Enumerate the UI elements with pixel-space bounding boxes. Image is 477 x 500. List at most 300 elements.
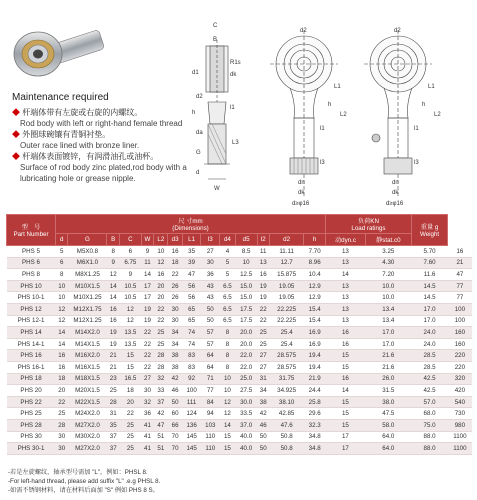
table-cell: 6.75 [119,257,141,269]
maintenance-section [12,92,212,184]
table-row [7,431,473,443]
table-cell: 27 [201,246,220,258]
dim-label: L2 [434,112,441,118]
table-cell: 100 [182,385,201,397]
table-cell: 32.3 [304,419,326,431]
table-cell: 27 [141,373,153,385]
table-cell: 8.96 [304,257,326,269]
table-cell: 22.225 [269,315,303,327]
table-cell: 14 [326,385,366,397]
dim-label: d [196,170,200,176]
table-cell: 38 [168,361,182,373]
table-cell: 32 [154,373,168,385]
table-cell: 74 [182,338,201,350]
table-cell: 31 [257,373,269,385]
table-cell: 30 [201,257,220,269]
table-cell: 10 [56,280,68,292]
dim-label: h [328,102,332,108]
table-cell: 28.575 [269,350,303,362]
table-cell: 19 [257,292,269,304]
dim-label: dk [230,72,237,78]
dim-label: l3 [320,160,325,166]
table-cell: 19 [141,315,153,327]
table-cell: 15 [220,443,236,455]
table-cell: 28.575 [269,361,303,373]
table-cell: 8 [220,350,236,362]
table-cell: 12 [119,303,141,315]
part-number-cell: PHS 22 [7,396,56,408]
table-cell: 3.25 [365,246,411,258]
table-cell: 21.6 [365,361,411,373]
table-cell: 32 [141,396,153,408]
note-line: -For left-hand thread, please add suffix "L" .e.g PHSL 8. [8,478,161,485]
table-cell: 12.9 [304,280,326,292]
table-cell: 15 [326,396,366,408]
table-cell: 16 [107,303,119,315]
table-cell: 51 [154,431,168,443]
table-cell: 15.4 [304,303,326,315]
table-cell: 4 [220,246,236,258]
table-cell: 30 [168,303,182,315]
table-cell: 13 [326,257,366,269]
table-cell: 10 [220,373,236,385]
table-cell: 50.8 [269,431,303,443]
table-cell: 39 [182,257,201,269]
table-cell: 160 [448,338,472,350]
table-cell: 9 [107,257,119,269]
table-cell: 5 [220,257,236,269]
table-cell: 15.4 [304,315,326,327]
table-cell: 26 [168,280,182,292]
table-cell: 34 [168,327,182,339]
dim-label: L3 [232,140,239,146]
table-cell: M22X1.5 [68,396,107,408]
dim-label: d≥φ16 [386,201,404,207]
table-cell: 14 [56,327,68,339]
table-cell: 14.5 [411,280,447,292]
table-cell: 15 [119,361,141,373]
table-cell: 19 [257,280,269,292]
table-cell: 5.70 [411,246,447,258]
table-cell: 980 [448,419,472,431]
rod-end-photo [10,10,105,80]
table-cell: 6.5 [220,280,236,292]
table-cell: 21.6 [365,350,411,362]
table-cell: 730 [448,408,472,420]
table-cell: 25 [119,431,141,443]
bullet-icon: ◆ [12,108,20,117]
table-cell: 12 [154,257,168,269]
table-cell: 37 [154,396,168,408]
table-cell: 56 [182,280,201,292]
table-cell: M8X1.25 [68,269,107,281]
column-header: d5 [235,234,257,246]
table-cell: 25.0 [235,373,257,385]
header-zh: 尺 寸mm [178,218,203,225]
table-cell: M27X2.0 [68,443,107,455]
table-cell: 13 [326,280,366,292]
dim-label: R1s [230,60,241,66]
table-cell: 10 [235,257,257,269]
table-cell: 37 [107,431,119,443]
table-cell: 27 [257,361,269,373]
table-cell: 103 [201,419,220,431]
table-cell: 15 [326,419,366,431]
column-header: L2 [154,234,168,246]
table-cell: 29.6 [304,408,326,420]
side-section-drawing [188,14,258,194]
table-cell: 28.5 [411,350,447,362]
table-cell: M14X1.5 [68,338,107,350]
table-cell: 110 [201,431,220,443]
part-number-cell: PHS 12 [7,303,56,315]
table-cell: 145 [182,431,201,443]
part-number-cell: PHS 12-1 [7,315,56,327]
table-cell: 75.0 [411,419,447,431]
part-number-cell: PHS 10-1 [7,292,56,304]
column-header: L1 [182,234,201,246]
table-cell: 64.0 [365,431,411,443]
table-cell: 12 [107,269,119,281]
table-cell: 26.0 [365,373,411,385]
dim-label: dn [392,180,399,186]
table-cell: 38 [257,396,269,408]
table-cell: 13 [326,292,366,304]
table-row [7,280,473,292]
table-cell: 15 [220,431,236,443]
table-cell: 14.5 [411,292,447,304]
dim-label: l3 [414,160,419,166]
bullet-icon: ◆ [12,152,20,161]
column-header: l3 [201,234,220,246]
table-cell: 11 [141,257,153,269]
table-cell: M12X1.75 [68,303,107,315]
table-cell: 22 [119,408,141,420]
table-cell: 50 [257,431,269,443]
table-cell: 38 [168,350,182,362]
table-cell: M27X2.0 [68,419,107,431]
header-en: (Dimensions) [172,225,209,232]
table-cell: 36 [141,408,153,420]
table-cell: 25 [107,385,119,397]
table-cell: 1100 [448,431,472,443]
table-cell: 13 [326,303,366,315]
table-cell: 8 [220,338,236,350]
table-cell: 31.5 [365,385,411,397]
table-row [7,338,473,350]
table-cell: 28 [154,361,168,373]
dim-label: L1 [334,84,341,90]
part-number-cell: PHS 28 [7,419,56,431]
table-subheader-row [7,234,473,246]
table-header-row [7,215,473,234]
table-cell: 19.05 [269,280,303,292]
table-cell: 10.4 [304,269,326,281]
table-cell: 20.0 [235,338,257,350]
front-view-drawing-1 [262,26,352,208]
table-cell: 220 [448,361,472,373]
table-cell: 25 [119,443,141,455]
table-cell: 88.0 [411,431,447,443]
table-cell: 12 [220,408,236,420]
table-cell: M16X2.0 [68,350,107,362]
table-cell: 220 [448,350,472,362]
table-cell: 19 [141,303,153,315]
table-cell: 83 [182,350,201,362]
table-cell: 22.225 [269,303,303,315]
table-cell: M5X0.8 [68,246,107,258]
table-cell: 68.0 [411,408,447,420]
table-cell: 100 [448,315,472,327]
maintenance-item-zh: 杆端体带有左旋或右旋的内螺纹。 [22,108,143,117]
table-cell: 16 [56,361,68,373]
part-number-cell: PHS 8 [7,269,56,281]
dim-label: C [213,23,218,29]
table-cell: 57 [201,327,220,339]
column-header: 动dyn.c [326,234,366,246]
table-row [7,396,473,408]
table-cell: 64 [201,350,220,362]
table-cell: 46 [257,419,269,431]
table-row [7,443,473,455]
table-cell: 28 [56,419,68,431]
table-cell: 25 [257,327,269,339]
table-cell: 42.85 [269,408,303,420]
table-cell: 11.6 [411,269,447,281]
table-cell: 16 [448,246,472,258]
table-cell: 77 [448,280,472,292]
part-number-cell: PHS 16 [7,350,56,362]
table-cell: 19.4 [304,350,326,362]
header-en: Part Number [13,231,49,238]
table-cell: 33.5 [235,408,257,420]
table-cell: 30 [56,443,68,455]
table-cell: M6X1.0 [68,257,107,269]
dim-label: h [422,102,426,108]
header-zh: 负荷KN [357,218,379,225]
table-cell: 6.5 [220,315,236,327]
table-cell: 19.4 [304,361,326,373]
table-cell: 22 [141,350,153,362]
table-row [7,246,473,258]
maintenance-item-zh: 杆端体表面镀锌，有润滑油孔或油杯。 [22,152,159,161]
table-cell: 6 [119,246,141,258]
table-cell: 24.0 [411,327,447,339]
table-cell: 12 [56,315,68,327]
table-cell: 16 [168,246,182,258]
table-cell: 50 [257,443,269,455]
maintenance-item-en: Outer race lined with bronze liner. [20,141,140,150]
table-cell: 19 [107,327,119,339]
table-cell: 22 [154,315,168,327]
maintenance-item [12,107,212,129]
table-cell: 8 [56,269,68,281]
table-cell: 70 [168,443,182,455]
table-cell: 17.0 [365,338,411,350]
table-cell: 50 [201,303,220,315]
table-cell: 11 [257,246,269,258]
table-cell: 47.5 [365,408,411,420]
table-cell: 16 [257,269,269,281]
table-cell: 43 [201,292,220,304]
table-cell: 17.0 [365,327,411,339]
table-cell: 14 [56,338,68,350]
table-cell: 41 [141,431,153,443]
table-cell: 24.0 [411,338,447,350]
table-cell: 42.5 [411,373,447,385]
part-number-cell: PHS 18 [7,373,56,385]
table-cell: 84 [201,396,220,408]
table-cell: 12 [220,396,236,408]
table-cell: 74 [182,327,201,339]
table-cell: 66 [168,419,182,431]
column-header: C [119,234,141,246]
table-cell: 22 [141,361,153,373]
table-cell: 10.0 [365,292,411,304]
table-cell: 35 [182,246,201,258]
table-cell: 6.5 [220,292,236,304]
column-header: d3 [168,234,182,246]
table-cell: 124 [182,408,201,420]
table-cell: 22 [154,303,168,315]
dim-label: G [196,150,201,156]
table-cell: 15 [326,408,366,420]
table-cell: 9 [119,269,141,281]
table-cell: 65 [182,315,201,327]
part-number-cell: PHS 30-1 [7,443,56,455]
table-row [7,292,473,304]
table-cell: 40.0 [235,431,257,443]
dim-label: d≥φ16 [292,201,310,207]
column-header: d4 [220,234,236,246]
table-cell: 4.30 [365,257,411,269]
table-cell: 12.7 [269,257,303,269]
table-cell: 17.0 [411,315,447,327]
table-row [7,373,473,385]
dim-label: d1 [192,70,199,76]
table-cell: M16X1.5 [68,361,107,373]
dim-label: da [196,130,203,136]
table-cell: 100 [448,303,472,315]
table-row [7,419,473,431]
column-header: d2 [269,234,303,246]
table-cell: 13 [326,246,366,258]
table-cell: 20 [154,292,168,304]
maintenance-item [12,129,212,151]
note-line: -如需不锈钢材料，请在材料后面加 "S" 例如 PHS 8 S。 [8,487,159,494]
table-cell: 28 [107,396,119,408]
table-cell: 20 [56,385,68,397]
table-cell: M14X2.0 [68,327,107,339]
table-cell: 94 [201,408,220,420]
dim-label: L1 [428,84,435,90]
table-cell: 5 [220,269,236,281]
table-cell: 25.8 [304,396,326,408]
table-row [7,327,473,339]
table-cell: 40.0 [235,443,257,455]
table-cell: 34.8 [304,431,326,443]
table-cell: 15.875 [269,269,303,281]
table-cell: 42 [168,373,182,385]
table-cell: 10.5 [119,280,141,292]
table-cell: 30 [168,315,182,327]
table-cell: 77 [448,292,472,304]
table-cell: 64 [201,361,220,373]
dim-label: dk [298,190,305,196]
table-cell: 7.60 [411,257,447,269]
table-cell: 12 [56,303,68,315]
table-cell: 42.5 [411,385,447,397]
column-header: l2 [257,234,269,246]
column-header: B [107,234,119,246]
maintenance-title: Maintenance required [12,92,109,103]
dimensions-header [56,215,326,234]
table-cell: 18 [119,385,141,397]
maintenance-item-en: Surface of rod body zinc plated,rod body with a lubricating hole or grease nipple. [20,163,187,183]
table-cell: 17 [326,431,366,443]
table-cell: 77 [201,385,220,397]
table-cell: 21 [107,350,119,362]
table-cell: 21.9 [304,373,326,385]
table-cell: 31 [107,408,119,420]
table-cell: 33 [154,385,168,397]
table-cell: 17.5 [235,303,257,315]
dim-label: d2 [394,28,401,34]
table-cell: 34 [257,385,269,397]
column-header: G [68,234,107,246]
table-cell: 12.9 [304,292,326,304]
table-cell: 16.9 [304,338,326,350]
table-cell: 16 [326,338,366,350]
table-cell: 43 [201,280,220,292]
table-cell: 136 [182,419,201,431]
table-cell: 34.8 [304,443,326,455]
table-cell: 13.4 [365,315,411,327]
table-cell: 16 [154,269,168,281]
table-cell: 41 [141,443,153,455]
table-cell: 7.70 [304,246,326,258]
column-header: 静stat.c0 [365,234,411,246]
table-cell: 19 [107,338,119,350]
maintenance-item-zh: 外圈球碗镶有青铜衬垫。 [22,130,111,139]
table-cell: 21 [107,361,119,373]
table-cell: 25 [257,338,269,350]
table-cell: 34.925 [269,385,303,397]
part-number-cell: PHS 5 [7,246,56,258]
table-cell: 21 [448,257,472,269]
table-cell: 15 [119,350,141,362]
part-number-header [7,215,56,246]
table-cell: 20 [154,280,168,292]
note-line: -若是左旋螺纹，轴承型号需加 "L"，例如：PHSL 8. [8,469,148,476]
table-row [7,361,473,373]
table-body [7,246,473,455]
front-view-drawing-2 [358,26,448,208]
table-cell: 58.0 [365,419,411,431]
table-cell: 23 [107,373,119,385]
part-number-cell: PHS 6 [7,257,56,269]
table-cell: 28 [154,350,168,362]
table-cell: 16 [326,373,366,385]
part-number-cell: PHS 20 [7,385,56,397]
table-cell: 14 [107,292,119,304]
table-cell: 36 [201,269,220,281]
dim-label: l1 [230,105,235,111]
top-section [0,0,477,210]
header-zh: 型 号 [21,224,41,231]
table-cell: 8 [107,246,119,258]
table-cell: 22 [141,327,153,339]
